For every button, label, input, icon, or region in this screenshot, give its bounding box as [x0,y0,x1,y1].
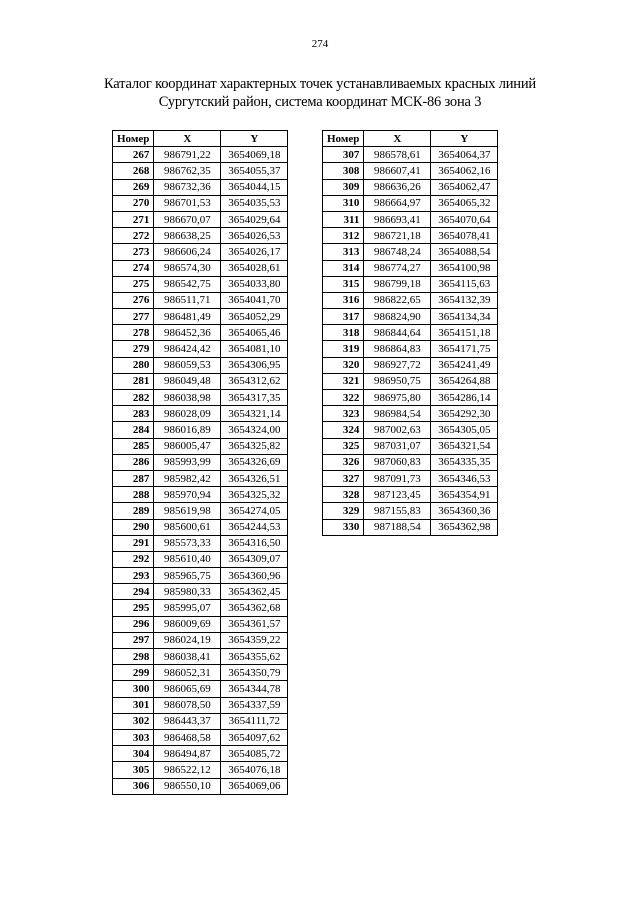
point-number: 305 [113,762,154,778]
title-line-1: Каталог координат характерных точек устанавливаемых красных линий [104,76,536,92]
point-number: 320 [323,357,364,373]
y-coordinate: 3654321,54 [431,438,498,454]
x-coordinate: 986038,98 [154,390,221,406]
x-coordinate: 985600,61 [154,519,221,535]
x-coordinate: 986016,89 [154,422,221,438]
point-number: 325 [323,438,364,454]
y-coordinate: 3654069,18 [221,147,288,163]
point-number: 321 [323,373,364,389]
point-number: 268 [113,163,154,179]
x-coordinate: 986550,10 [154,778,221,794]
y-coordinate: 3654064,37 [431,147,498,163]
point-number: 312 [323,228,364,244]
point-number: 314 [323,260,364,276]
x-coordinate: 985995,07 [154,600,221,616]
table-row [113,406,288,422]
table-row [323,211,498,227]
point-number: 323 [323,406,364,422]
x-coordinate: 986468,58 [154,729,221,745]
y-coordinate: 3654062,47 [431,179,498,195]
table-row [323,325,498,341]
table-row [113,535,288,551]
point-number: 274 [113,260,154,276]
table-row [113,632,288,648]
y-coordinate: 3654134,34 [431,309,498,325]
table-row [113,746,288,762]
point-number: 306 [113,778,154,794]
point-number: 291 [113,535,154,551]
table-row [113,422,288,438]
x-coordinate: 987060,83 [364,454,431,470]
y-coordinate: 3654264,88 [431,373,498,389]
table-row [323,179,498,195]
y-coordinate: 3654069,06 [221,778,288,794]
x-coordinate: 985965,75 [154,568,221,584]
point-number: 280 [113,357,154,373]
point-number: 319 [323,341,364,357]
y-coordinate: 3654111,72 [221,713,288,729]
y-coordinate: 3654076,18 [221,762,288,778]
table-row [323,228,498,244]
x-coordinate: 986748,24 [364,244,431,260]
y-coordinate: 3654028,61 [221,260,288,276]
x-coordinate: 986732,36 [154,179,221,195]
y-coordinate: 3654171,75 [431,341,498,357]
column-header-x: X [364,131,431,147]
table-row [113,292,288,308]
column-header-y: Y [221,131,288,147]
table-body-left [113,147,288,795]
point-number: 317 [323,309,364,325]
table-row [113,551,288,567]
table-row [323,422,498,438]
table-row [113,228,288,244]
table-row [113,665,288,681]
point-number: 272 [113,228,154,244]
table-row [323,244,498,260]
table-row [113,276,288,292]
column-header-number: Номер [323,131,364,147]
table-row [113,584,288,600]
y-coordinate: 3654035,53 [221,195,288,211]
point-number: 277 [113,309,154,325]
x-coordinate: 986038,41 [154,649,221,665]
point-number: 285 [113,438,154,454]
x-coordinate: 986791,22 [154,147,221,163]
y-coordinate: 3654026,53 [221,228,288,244]
table-row [113,762,288,778]
y-coordinate: 3654241,49 [431,357,498,373]
y-coordinate: 3654350,79 [221,665,288,681]
table-row [113,373,288,389]
table-row [113,147,288,163]
x-coordinate: 987123,45 [364,487,431,503]
point-number: 315 [323,276,364,292]
y-coordinate: 3654362,68 [221,600,288,616]
x-coordinate: 985980,33 [154,584,221,600]
x-coordinate: 987031,07 [364,438,431,454]
table-row [113,260,288,276]
point-number: 301 [113,697,154,713]
point-number: 316 [323,292,364,308]
y-coordinate: 3654115,63 [431,276,498,292]
point-number: 273 [113,244,154,260]
point-number: 296 [113,616,154,632]
y-coordinate: 3654081,10 [221,341,288,357]
table-row [323,373,498,389]
y-coordinate: 3654274,05 [221,503,288,519]
y-coordinate: 3654052,29 [221,309,288,325]
y-coordinate: 3654325,82 [221,438,288,454]
y-coordinate: 3654088,54 [431,244,498,260]
table-row [113,454,288,470]
y-coordinate: 3654041,70 [221,292,288,308]
point-number: 303 [113,729,154,745]
x-coordinate: 985610,40 [154,551,221,567]
x-coordinate: 986009,69 [154,616,221,632]
point-number: 327 [323,470,364,486]
point-number: 275 [113,276,154,292]
y-coordinate: 3654244,53 [221,519,288,535]
x-coordinate: 986574,30 [154,260,221,276]
point-number: 309 [323,179,364,195]
y-coordinate: 3654055,37 [221,163,288,179]
table-row [113,713,288,729]
x-coordinate: 986927,72 [364,357,431,373]
table-row [113,519,288,535]
x-coordinate: 986799,18 [364,276,431,292]
table-row [113,211,288,227]
table-row [323,341,498,357]
x-coordinate: 986024,19 [154,632,221,648]
point-number: 324 [323,422,364,438]
table-row [113,697,288,713]
table-row [323,487,498,503]
y-coordinate: 3654292,30 [431,406,498,422]
point-number: 271 [113,211,154,227]
y-coordinate: 3654361,57 [221,616,288,632]
y-coordinate: 3654326,51 [221,470,288,486]
point-number: 322 [323,390,364,406]
table-row [323,163,498,179]
y-coordinate: 3654360,96 [221,568,288,584]
x-coordinate: 986578,61 [364,147,431,163]
x-coordinate: 986664,97 [364,195,431,211]
x-coordinate: 986693,41 [364,211,431,227]
table-row [113,487,288,503]
x-coordinate: 986059,53 [154,357,221,373]
y-coordinate: 3654321,14 [221,406,288,422]
y-coordinate: 3654344,78 [221,681,288,697]
column-header-y: Y [431,131,498,147]
point-number: 289 [113,503,154,519]
table-row [113,438,288,454]
table-row [323,195,498,211]
x-coordinate: 986452,36 [154,325,221,341]
y-coordinate: 3654362,45 [221,584,288,600]
table-row [113,729,288,745]
y-coordinate: 3654065,46 [221,325,288,341]
table-row [113,341,288,357]
point-number: 295 [113,600,154,616]
y-coordinate: 3654044,15 [221,179,288,195]
x-coordinate: 986078,50 [154,697,221,713]
y-coordinate: 3654070,64 [431,211,498,227]
y-coordinate: 3654362,98 [431,519,498,535]
table-row [113,568,288,584]
point-number: 276 [113,292,154,308]
point-number: 292 [113,551,154,567]
x-coordinate: 986670,07 [154,211,221,227]
point-number: 318 [323,325,364,341]
point-number: 330 [323,519,364,535]
table-row [113,778,288,794]
point-number: 294 [113,584,154,600]
x-coordinate: 986762,35 [154,163,221,179]
table-row [113,163,288,179]
point-number: 283 [113,406,154,422]
x-coordinate: 985619,98 [154,503,221,519]
y-coordinate: 3654132,39 [431,292,498,308]
y-coordinate: 3654100,98 [431,260,498,276]
point-number: 286 [113,454,154,470]
point-number: 281 [113,373,154,389]
x-coordinate: 985573,33 [154,535,221,551]
point-number: 313 [323,244,364,260]
x-coordinate: 987155,83 [364,503,431,519]
x-coordinate: 986049,48 [154,373,221,389]
x-coordinate: 985970,94 [154,487,221,503]
coordinates-table-left [112,130,288,795]
x-coordinate: 986443,37 [154,713,221,729]
point-number: 311 [323,211,364,227]
table-body-right [323,147,498,536]
x-coordinate: 986522,12 [154,762,221,778]
table-row [113,309,288,325]
point-number: 278 [113,325,154,341]
table-row [323,147,498,163]
column-header-x: X [154,131,221,147]
x-coordinate: 986606,24 [154,244,221,260]
y-coordinate: 3654316,50 [221,535,288,551]
y-coordinate: 3654337,59 [221,697,288,713]
y-coordinate: 3654324,00 [221,422,288,438]
catalog-title [0,75,640,111]
point-number: 269 [113,179,154,195]
point-number: 279 [113,341,154,357]
y-coordinate: 3654305,05 [431,422,498,438]
table-header-row [113,131,288,147]
x-coordinate: 986005,47 [154,438,221,454]
point-number: 290 [113,519,154,535]
y-coordinate: 3654085,72 [221,746,288,762]
point-number: 270 [113,195,154,211]
table-row [323,470,498,486]
y-coordinate: 3654354,91 [431,487,498,503]
table-row [323,390,498,406]
x-coordinate: 986721,18 [364,228,431,244]
x-coordinate: 986984,54 [364,406,431,422]
y-coordinate: 3654078,41 [431,228,498,244]
x-coordinate: 986424,42 [154,341,221,357]
x-coordinate: 986824,90 [364,309,431,325]
y-coordinate: 3654062,16 [431,163,498,179]
x-coordinate: 986052,31 [154,665,221,681]
x-coordinate: 986607,41 [364,163,431,179]
y-coordinate: 3654065,32 [431,195,498,211]
table-row [113,357,288,373]
table-row [323,519,498,535]
x-coordinate: 986701,53 [154,195,221,211]
y-coordinate: 3654346,53 [431,470,498,486]
x-coordinate: 985982,42 [154,470,221,486]
table-row [113,390,288,406]
table-row [113,195,288,211]
table-row [113,325,288,341]
y-coordinate: 3654026,17 [221,244,288,260]
y-coordinate: 3654286,14 [431,390,498,406]
table-row [113,244,288,260]
x-coordinate: 986774,27 [364,260,431,276]
table-row [323,406,498,422]
page-number: 274 [311,38,329,50]
column-header-number: Номер [113,131,154,147]
x-coordinate: 986844,64 [364,325,431,341]
point-number: 288 [113,487,154,503]
y-coordinate: 3654097,62 [221,729,288,745]
x-coordinate: 986028,09 [154,406,221,422]
point-number: 302 [113,713,154,729]
table-row [113,649,288,665]
y-coordinate: 3654326,69 [221,454,288,470]
table-header-row [323,131,498,147]
table-row [323,292,498,308]
x-coordinate: 987091,73 [364,470,431,486]
point-number: 293 [113,568,154,584]
y-coordinate: 3654355,62 [221,649,288,665]
point-number: 308 [323,163,364,179]
x-coordinate: 986950,75 [364,373,431,389]
point-number: 304 [113,746,154,762]
point-number: 300 [113,681,154,697]
x-coordinate: 986065,69 [154,681,221,697]
y-coordinate: 3654360,36 [431,503,498,519]
x-coordinate: 986638,25 [154,228,221,244]
point-number: 310 [323,195,364,211]
table-row [323,309,498,325]
table-row [323,276,498,292]
x-coordinate: 986975,80 [364,390,431,406]
table-row [113,616,288,632]
y-coordinate: 3654325,32 [221,487,288,503]
point-number: 282 [113,390,154,406]
coordinates-table-right [322,130,498,536]
table-row [323,503,498,519]
y-coordinate: 3654335,35 [431,454,498,470]
y-coordinate: 3654033,80 [221,276,288,292]
table-row [323,357,498,373]
y-coordinate: 3654306,95 [221,357,288,373]
point-number: 287 [113,470,154,486]
table-row [323,260,498,276]
table-row [323,438,498,454]
x-coordinate: 986636,26 [364,179,431,195]
x-coordinate: 986511,71 [154,292,221,308]
x-coordinate: 986494,87 [154,746,221,762]
x-coordinate: 986822,65 [364,292,431,308]
x-coordinate: 986481,49 [154,309,221,325]
table-row [113,470,288,486]
y-coordinate: 3654317,35 [221,390,288,406]
point-number: 284 [113,422,154,438]
x-coordinate: 985993,99 [154,454,221,470]
point-number: 299 [113,665,154,681]
x-coordinate: 987002,63 [364,422,431,438]
point-number: 297 [113,632,154,648]
title-line-2: Сургутский район, система координат МСК-86 зона 3 [158,94,482,110]
y-coordinate: 3654029,64 [221,211,288,227]
x-coordinate: 987188,54 [364,519,431,535]
point-number: 328 [323,487,364,503]
table-row [113,179,288,195]
table-row [113,600,288,616]
x-coordinate: 986542,75 [154,276,221,292]
table-row [323,454,498,470]
point-number: 298 [113,649,154,665]
y-coordinate: 3654312,62 [221,373,288,389]
x-coordinate: 986864,83 [364,341,431,357]
y-coordinate: 3654309,07 [221,551,288,567]
point-number: 329 [323,503,364,519]
y-coordinate: 3654359,22 [221,632,288,648]
table-row [113,503,288,519]
table-row [113,681,288,697]
point-number: 307 [323,147,364,163]
point-number: 326 [323,454,364,470]
point-number: 267 [113,147,154,163]
y-coordinate: 3654151,18 [431,325,498,341]
